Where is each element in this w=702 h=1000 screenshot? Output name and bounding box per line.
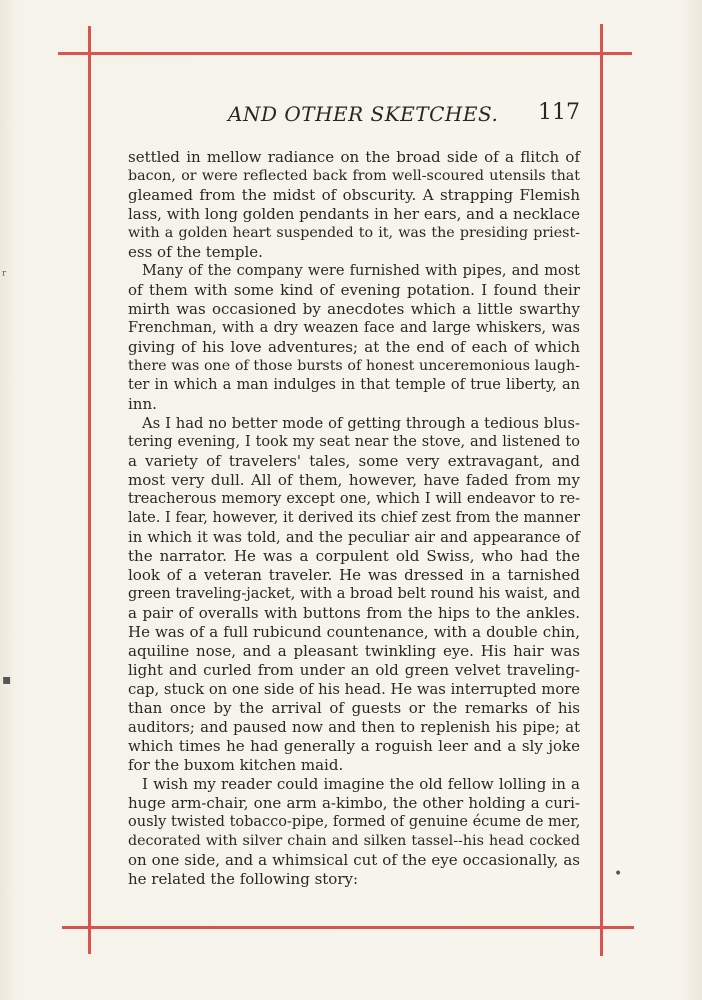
text-line: I wish my reader could imagine the old fellow lolling in a (142, 775, 580, 793)
text-line: of them with some kind of evening potation. I found their (128, 281, 580, 299)
text-line: decorated with silver chain and silken tassel--his head cocked (128, 833, 580, 849)
border-top-rule (58, 52, 632, 55)
text-line: ously twisted tobacco-pipe, formed of genuine écume de mer, (128, 814, 581, 830)
text-line: gleamed from the midst of obscurity. A strapping Flemish (128, 186, 580, 204)
text-line: settled in mellow radiance on the broad side of a flitch of (128, 148, 580, 166)
text-line: tering evening, I took my seat near the stove, and listened to (128, 434, 580, 450)
border-bottom-rule (62, 926, 634, 929)
text-line: there was one of those bursts of honest unceremonious laugh- (128, 358, 580, 374)
text-line: he related the following story: (128, 870, 359, 888)
text-line: Many of the company were furnished with pipes, and most (142, 263, 580, 279)
text-line: the narrator. He was a corpulent old Swiss, who had the (128, 547, 580, 565)
text-line: He was of a full rubicund countenance, with a double chin, (128, 623, 580, 641)
text-line: lass, with long golden pendants in her ears, and a necklace (128, 205, 580, 223)
running-title: AND OTHER SKETCHES. (228, 102, 499, 126)
text-line: huge arm-chair, one arm a-kimbo, the other holding a curi- (128, 794, 580, 812)
text-line: for the buxom kitchen maid. (128, 756, 344, 774)
text-line: on one side, and a whimsical cut of the eye occasionally, as (128, 851, 580, 869)
text-line: a variety of travelers' tales, some very extravagant, and (128, 452, 580, 470)
text-line: treacherous memory except one, which I will endeavor to re- (128, 491, 580, 507)
text-line: a pair of overalls with buttons from the hips to the ankles. (128, 604, 580, 622)
text-line: inn. (128, 395, 157, 413)
text-line: look of a veteran traveler. He was dressed in a tarnished (128, 566, 580, 584)
margin-mark: • (614, 866, 623, 882)
text-line: with a golden heart suspended to it, was the presiding priest- (128, 225, 580, 241)
text-line: aquiline nose, and a pleasant twinkling eye. His hair was (128, 642, 580, 660)
page-header (128, 100, 580, 130)
text-line: Frenchman, with a dry weazen face and large whiskers, was (128, 320, 580, 336)
text-line: giving of his love adventures; at the end of each of which (128, 338, 580, 356)
text-line: ter in which a man indulges in that temple of true liberty, an (128, 377, 580, 393)
border-left-rule (88, 26, 91, 954)
text-line: mirth was occasioned by anecdotes which a little swarthy (128, 300, 580, 318)
text-line: light and curled from under an old green velvet traveling- (128, 661, 580, 679)
text-line: than once by the arrival of guests or the remarks of his (128, 699, 580, 717)
margin-mark: ▪ (2, 672, 12, 688)
text-line: auditors; and paused now and then to replenish his pipe; at (128, 719, 580, 736)
border-right-rule (600, 24, 603, 956)
margin-mark: ʳ (2, 268, 7, 284)
text-line: cap, stuck on one side of his head. He was interrupted more (128, 681, 580, 698)
text-line: which times he had generally a roguish leer and a sly joke (128, 737, 580, 755)
text-line: ess of the temple. (128, 243, 263, 261)
body-text (128, 148, 580, 889)
text-line: green traveling-jacket, with a broad belt round his waist, and (128, 586, 581, 602)
text-line: bacon, or were reflected back from well-scoured utensils that (128, 168, 580, 184)
text-line: late. I fear, however, it derived its chief zest from the manner (128, 510, 580, 526)
text-line: As I had no better mode of getting through a tedious blus- (142, 415, 580, 432)
text-line: most very dull. All of them, however, have faded from my (128, 471, 580, 489)
text-line: in which it was told, and the peculiar air and appearance of (128, 529, 580, 546)
page-number: 117 (538, 100, 580, 125)
